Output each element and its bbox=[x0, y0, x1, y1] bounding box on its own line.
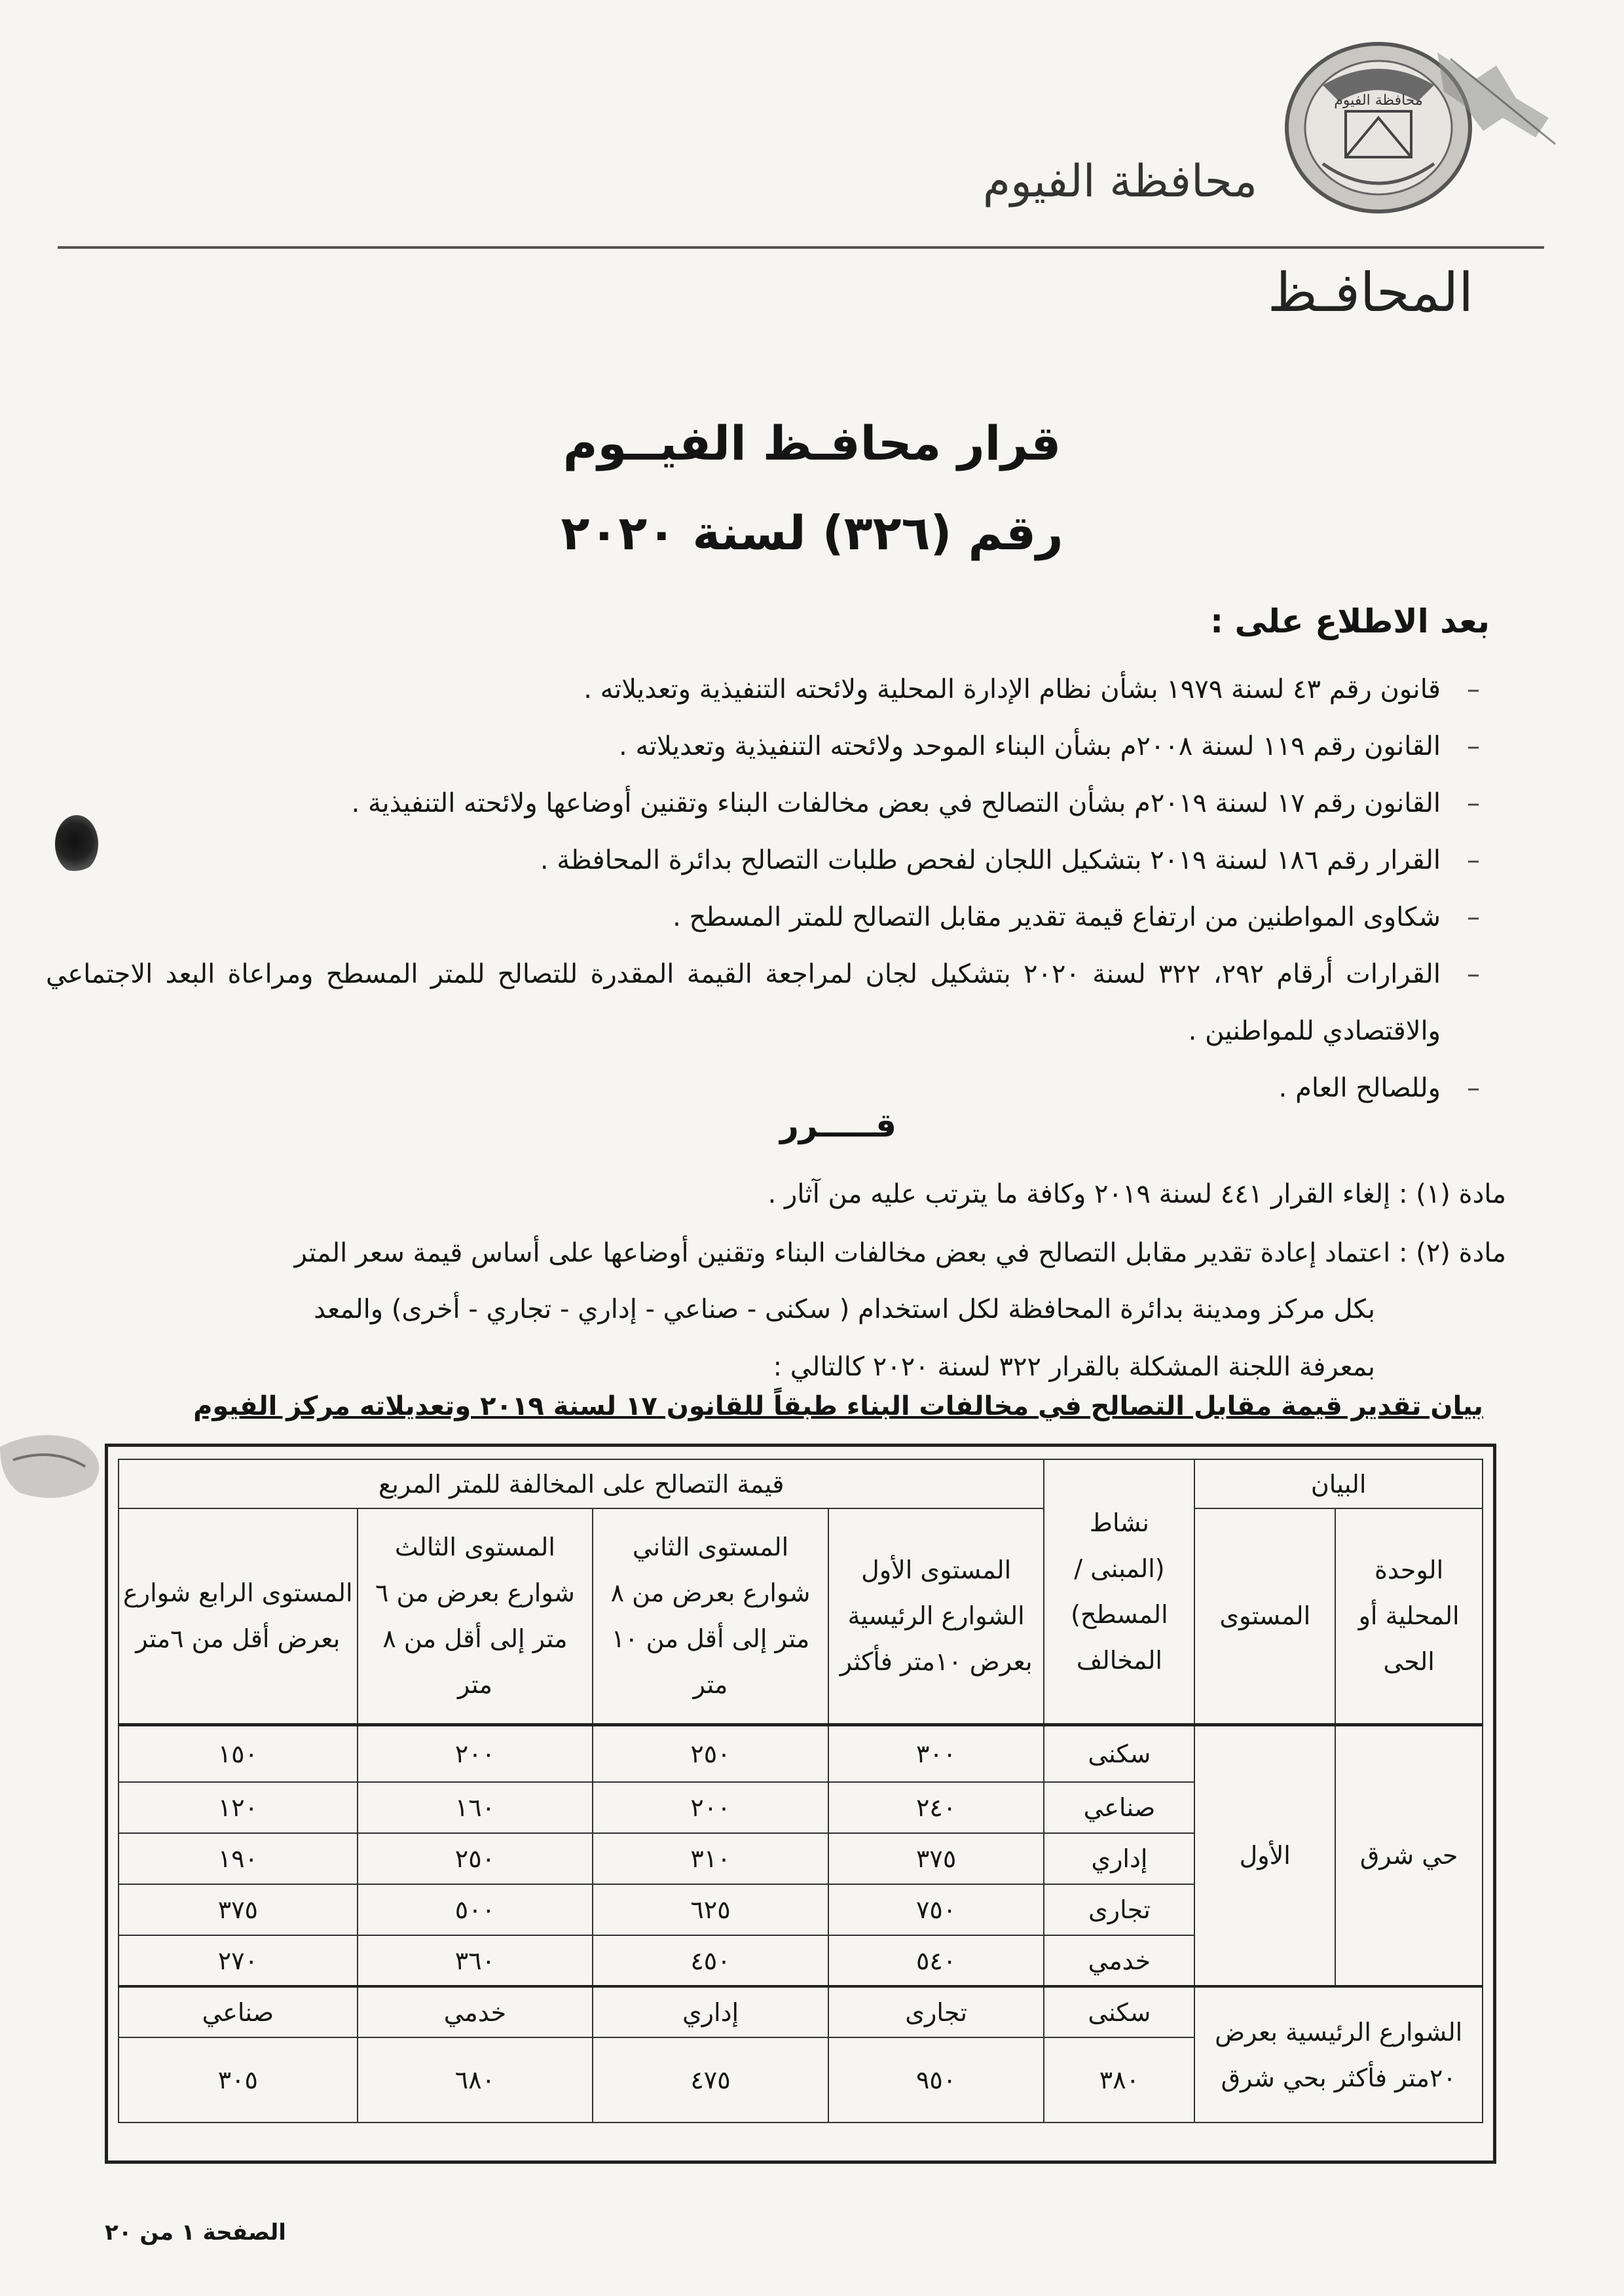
punch-hole-mark bbox=[55, 815, 98, 873]
dash-bullet: – bbox=[1467, 788, 1480, 818]
valuation-table-frame bbox=[105, 1444, 1496, 2164]
activity-cell: خدمي bbox=[1044, 1935, 1194, 1986]
page-number: الصفحة ١ من ٢٠ bbox=[105, 2219, 286, 2246]
value-cell: ٢٧٠ bbox=[119, 1935, 358, 1986]
value-cell: ٢٥٠ bbox=[593, 1724, 828, 1782]
article-2-line-3: بمعرفة اللجنة المشكلة بالقرار ٣٢٢ لسنة ٢٠٢٠ كالتالي : bbox=[773, 1352, 1375, 1382]
dash-bullet: – bbox=[1467, 1073, 1480, 1103]
svg-text:محافظة الفيوم: محافظة الفيوم bbox=[1334, 92, 1423, 109]
value-cell: ٢٠٠ bbox=[358, 1724, 593, 1782]
resolved-heading: قـــــرر bbox=[779, 1106, 897, 1144]
header-activity: نشاط (المبنى / المسطح) المخالف bbox=[1044, 1459, 1194, 1724]
value-cell: ٣٠٠ bbox=[828, 1724, 1044, 1782]
consideration-item: – القانون رقم ١١٩ لسنة ٢٠٠٨م بشأن البناء الموحد ولائحته التنفيذية وتعديلاته . bbox=[46, 718, 1486, 775]
consideration-item: – وللصالح العام . bbox=[46, 1060, 1486, 1117]
activity-cell: سكنى bbox=[1044, 1724, 1194, 1782]
value-cell: ٥٤٠ bbox=[828, 1935, 1044, 1986]
activity-header-cell: تجارى bbox=[828, 1986, 1044, 2037]
header-value-group: قيمة التصالح على المخالفة للمتر المربع bbox=[119, 1459, 1044, 1508]
value-cell: ١٢٠ bbox=[119, 1782, 358, 1833]
header-statement: البيان bbox=[1194, 1459, 1483, 1508]
header-level-4: المستوى الرابع شوارع بعرض أقل من ٦متر bbox=[119, 1508, 358, 1724]
table-row bbox=[119, 1986, 1483, 2037]
value-cell: ٥٠٠ bbox=[358, 1884, 593, 1935]
article-2-line-2: بكل مركز ومدينة بدائرة المحافظة لكل استخدام ( سكنى - صناعي - إداري - تجاري - أخرى) والمعد bbox=[314, 1294, 1375, 1324]
activity-cell: تجارى bbox=[1044, 1884, 1194, 1935]
activity-header-cell: صناعي bbox=[119, 1986, 358, 2037]
article-2-label: مادة (٢) : bbox=[1399, 1238, 1506, 1268]
main-streets-label: الشوارع الرئيسية بعرض ٢٠متر فأكثر بحي شرق bbox=[1194, 1986, 1483, 2123]
dash-bullet: – bbox=[1467, 674, 1480, 704]
article-2-text: اعتماد إعادة تقدير مقابل التصالح في بعض مخالفات البناء وتقنين أوضاعها على أساس قيمة سعر المتر bbox=[294, 1238, 1391, 1268]
table-row bbox=[119, 1724, 1483, 1782]
article-2-continuation bbox=[98, 1281, 1375, 1396]
considerations-list bbox=[46, 661, 1486, 1117]
value-cell: ٣٨٠ bbox=[1044, 2037, 1194, 2123]
district-level-cell: الأول bbox=[1194, 1724, 1335, 1986]
value-cell: ١٦٠ bbox=[358, 1782, 593, 1833]
header-level: المستوى bbox=[1194, 1508, 1335, 1724]
article-1 bbox=[92, 1165, 1506, 1223]
dash-bullet: – bbox=[1467, 845, 1480, 875]
article-1-text: إلغاء القرار ٤٤١ لسنة ٢٠١٩ وكافة ما يترتب عليه من آثار . bbox=[767, 1179, 1391, 1209]
value-cell: ٣٦٠ bbox=[358, 1935, 593, 1986]
header-level-3: المستوى الثالث شوارع بعرض من ٦ متر إلى أقل من ٨ متر bbox=[358, 1508, 593, 1724]
decree-title: قرار محافـظ الفيــوم bbox=[563, 416, 1061, 471]
table-caption: بيان تقدير قيمة مقابل التصالح في مخالفات البناء طبقاً للقانون ١٧ لسنة ٢٠١٩ وتعديلاته مركز الفيوم bbox=[193, 1391, 1483, 1421]
value-cell: ٤٥٠ bbox=[593, 1935, 828, 1986]
scan-smudge-mark bbox=[0, 1421, 118, 1512]
office-title: المحافـظ bbox=[1267, 262, 1473, 324]
article-1-label: مادة (١) : bbox=[1399, 1179, 1506, 1209]
consideration-item: – القرار رقم ١٨٦ لسنة ٢٠١٩ بتشكيل اللجان لفحص طلبات التصالح بدائرة المحافظة . bbox=[46, 832, 1486, 889]
value-cell: ١٥٠ bbox=[119, 1724, 358, 1782]
activity-header-cell: إداري bbox=[593, 1986, 828, 2037]
dash-bullet: – bbox=[1467, 731, 1480, 761]
activity-header-cell: خدمي bbox=[358, 1986, 593, 2037]
governorate-name: محافظة الفيوم bbox=[982, 156, 1257, 208]
value-cell: ٣١٠ bbox=[593, 1833, 828, 1884]
consideration-item: – قانون رقم ٤٣ لسنة ١٩٧٩ بشأن نظام الإدارة المحلية ولائحته التنفيذية وتعديلاته . bbox=[46, 661, 1486, 718]
activity-cell: صناعي bbox=[1044, 1782, 1194, 1833]
activity-cell: إداري bbox=[1044, 1833, 1194, 1884]
preamble-heading: بعد الاطلاع على : bbox=[1210, 602, 1490, 640]
value-cell: ٩٥٠ bbox=[828, 2037, 1044, 2123]
article-2 bbox=[92, 1224, 1506, 1282]
value-cell: ٣٧٥ bbox=[828, 1833, 1044, 1884]
dash-bullet: – bbox=[1467, 959, 1480, 989]
value-cell: ١٩٠ bbox=[119, 1833, 358, 1884]
value-cell: ٤٧٥ bbox=[593, 2037, 828, 2123]
value-cell: ٦٢٥ bbox=[593, 1884, 828, 1935]
consideration-item: – القانون رقم ١٧ لسنة ٢٠١٩م بشأن التصالح في بعض مخالفات البناء وتقنين أوضاعها ولائحته التنفيذية . bbox=[46, 775, 1486, 832]
scan-tear-mark bbox=[1424, 39, 1568, 157]
value-cell: ٣٧٥ bbox=[119, 1884, 358, 1935]
header-divider bbox=[58, 246, 1544, 249]
activity-header-cell: سكنى bbox=[1044, 1986, 1194, 2037]
district-cell: حي شرق bbox=[1335, 1724, 1483, 1986]
dash-bullet: – bbox=[1467, 902, 1480, 932]
value-cell: ٢٤٠ bbox=[828, 1782, 1044, 1833]
header-unit: الوحدة المحلية أو الحى bbox=[1335, 1508, 1483, 1724]
decree-number: رقم (٣٢٦) لسنة ٢٠٢٠ bbox=[561, 505, 1063, 560]
header-level-1: المستوى الأول الشوارع الرئيسية بعرض ١٠متر فأكثر bbox=[828, 1508, 1044, 1724]
value-cell: ٢٥٠ bbox=[358, 1833, 593, 1884]
consideration-item: – القرارات أرقام ٢٩٢، ٣٢٢ لسنة ٢٠٢٠ بتشكيل لجان لمراجعة القيمة المقدرة للتصالح للمتر المسطح ومراعاة البعد الاجتماعي والاقتصادي للمواطنين . bbox=[46, 946, 1486, 1060]
value-cell: ٦٨٠ bbox=[358, 2037, 593, 2123]
consideration-item: – شكاوى المواطنين من ارتفاع قيمة تقدير مقابل التصالح للمتر المسطح . bbox=[46, 889, 1486, 946]
value-cell: ٧٥٠ bbox=[828, 1884, 1044, 1935]
header-level-2: المستوى الثاني شوارع بعرض من ٨ متر إلى أقل من ١٠ متر bbox=[593, 1508, 828, 1724]
valuation-table bbox=[118, 1459, 1483, 2123]
value-cell: ٢٠٠ bbox=[593, 1782, 828, 1833]
value-cell: ٣٠٥ bbox=[119, 2037, 358, 2123]
